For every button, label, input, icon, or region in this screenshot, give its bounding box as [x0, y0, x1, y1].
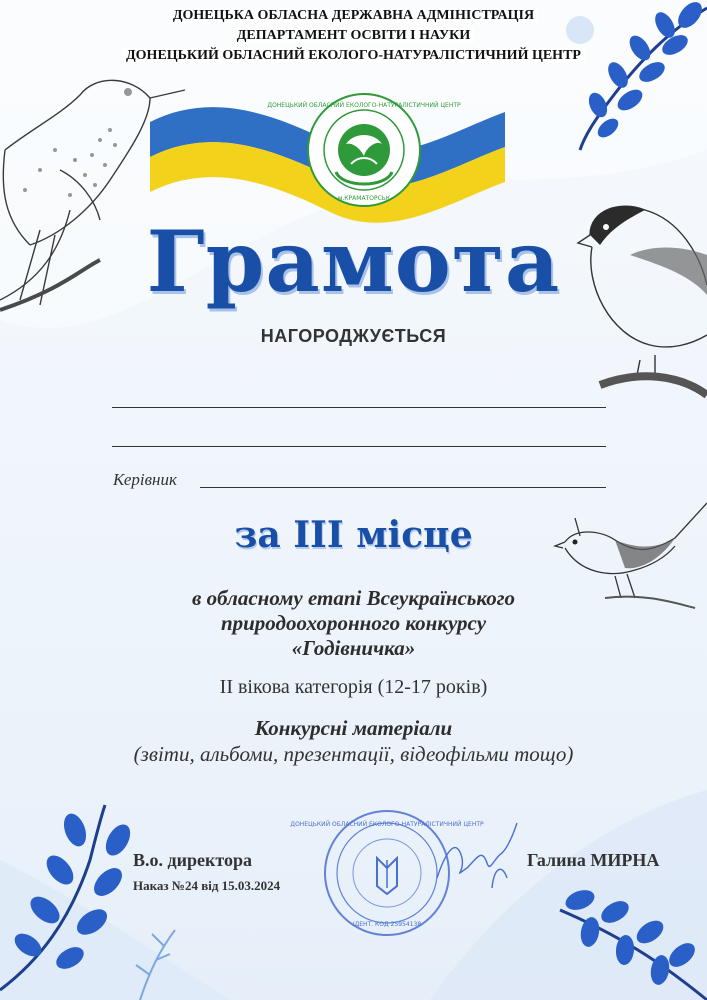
materials-details: (звіти, альбоми, презентації, відеофільми тощо)	[133, 742, 574, 766]
age-category: ІІ вікова категорія (12-17 років)	[219, 676, 488, 698]
contest-line-1: в обласному етапі Всеукраїнського	[192, 586, 515, 610]
eco-center-emblem-icon	[267, 92, 461, 208]
header-line-1: ДОНЕЦЬКА ОБЛАСНА ДЕРЖАВНА АДМІНІСТРАЦІЯ	[0, 6, 707, 26]
emblem-city: м.КРАМАТОРСЬК	[337, 195, 391, 202]
branch-bottom-left-icon	[0, 800, 190, 1000]
contest-line-2: природоохоронного конкурсу	[220, 611, 487, 635]
handwritten-signature-icon	[432, 818, 532, 898]
materials-title: Конкурсні матеріали	[254, 716, 453, 740]
certificate-title: Грамота	[146, 212, 561, 311]
supervisor-line	[200, 487, 606, 488]
header-line-3: ДОНЕЦЬКИЙ ОБЛАСНИЙ ЕКОЛОГО-НАТУРАЛІСТИЧНИЙ ЦЕНТР	[0, 46, 707, 66]
supervisor-label: Керівник	[113, 470, 177, 489]
recipient-line-2	[112, 446, 606, 447]
branch-bottom-right-icon	[520, 860, 707, 1000]
signer-name: Галина МИРНА	[527, 850, 660, 870]
order-reference: Наказ №24 від 15.03.2024	[133, 878, 281, 893]
contest-line-3: «Годівничка»	[291, 636, 416, 660]
stamp-code: ІДЕНТ. КОД 25954138	[352, 921, 422, 928]
emblem-ring-text: ДОНЕЦЬКИЙ ОБЛАСНИЙ ЕКОЛОГО-НАТУРАЛІСТИЧНИЙ ЦЕНТР	[267, 102, 461, 109]
contest-description	[0, 586, 707, 661]
recipient-line-1	[112, 407, 606, 408]
stamp-ring-text: ДОНЕЦЬКИЙ ОБЛАСНИЙ ЕКОЛОГО-НАТУРАЛІСТИЧНИЙ ЦЕНТР	[290, 821, 484, 828]
signer-position: В.о. директора	[133, 850, 252, 870]
awarded-label: НАГОРОДЖУЄТЬСЯ	[260, 326, 447, 346]
header-line-2: ДЕПАРТАМЕНТ ОСВІТИ І НАУКИ	[0, 26, 707, 46]
place-award: за ІІІ місце	[234, 514, 473, 556]
